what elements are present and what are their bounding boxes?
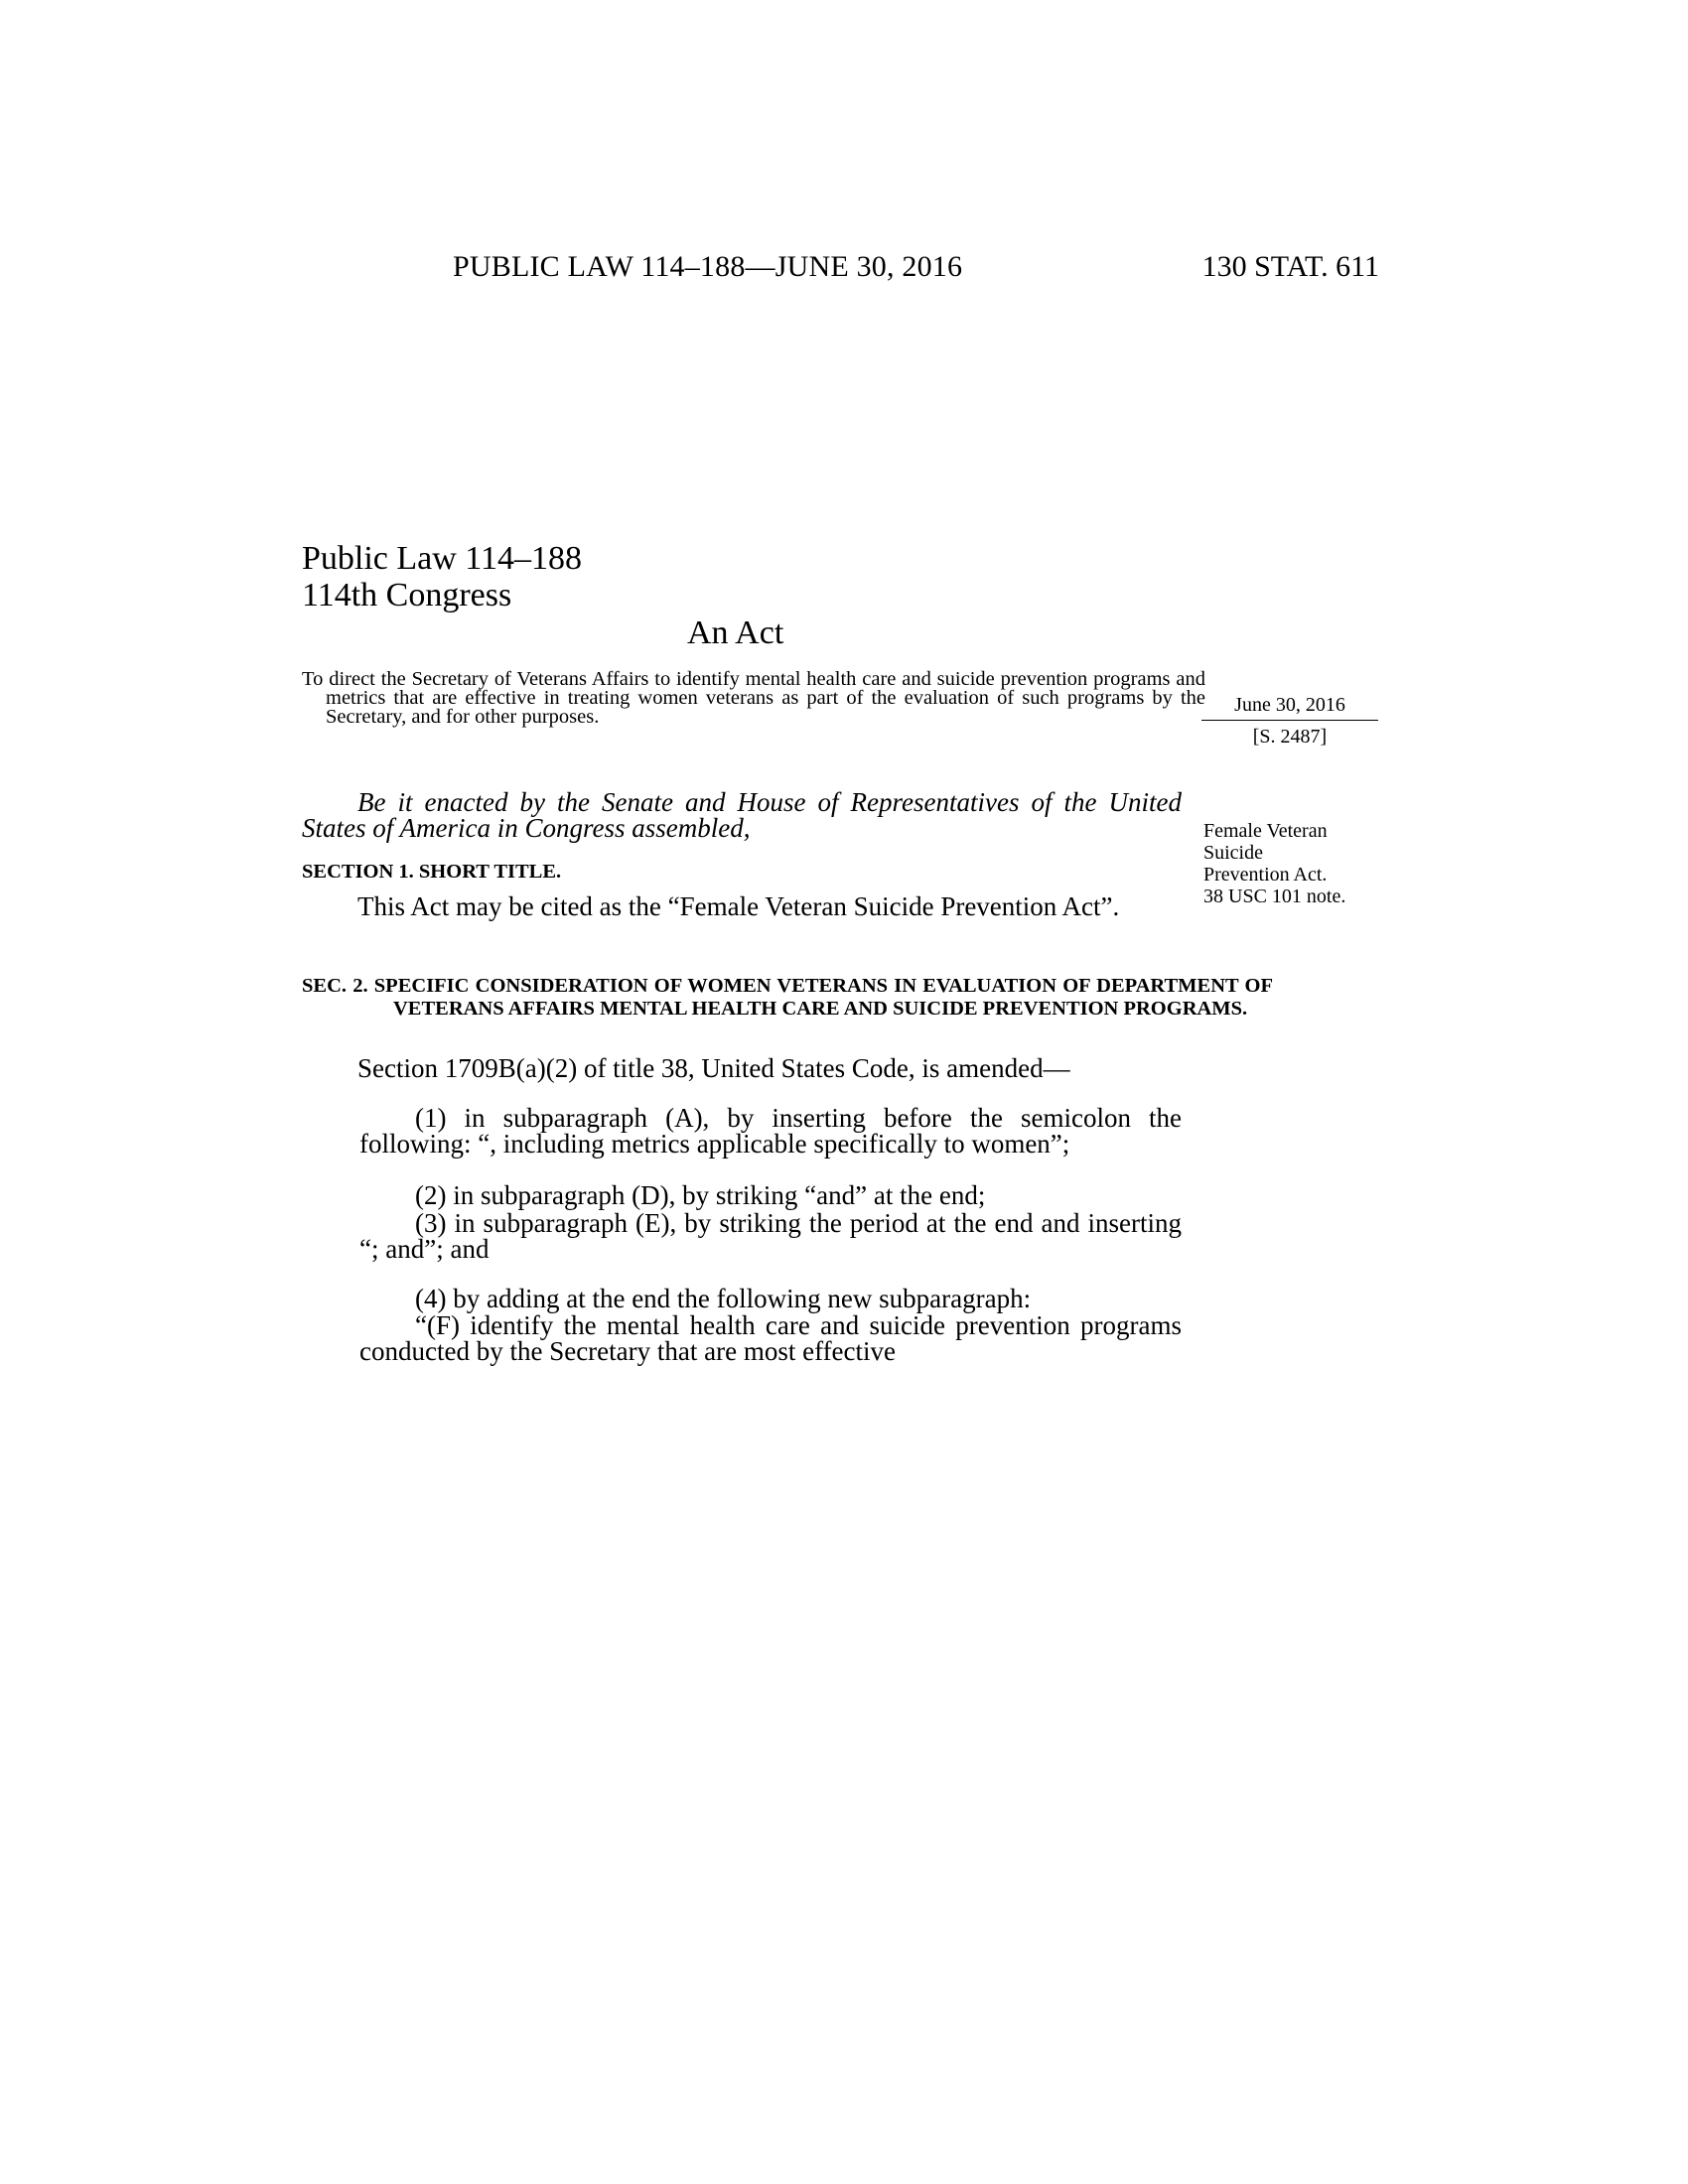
paragraph-4: (4) by adding at the end the following new subparagraph: — [415, 1284, 1032, 1313]
paragraph-1: (1) in subparagraph (A), by inserting before the semicolon the following: “, including metrics applicable specifically to women”; — [359, 1103, 1182, 1159]
section-2-intro: Section 1709B(a)(2) of title 38, United States Code, is amended— — [357, 1053, 1070, 1083]
running-head: PUBLIC LAW 114–188—JUNE 30, 2016 — [453, 250, 963, 283]
quoted-subparagraph-f: “(F) identify the mental health care and suicide prevention programs conducted by the Secretary that are most effective — [359, 1310, 1182, 1366]
section-1-heading: SECTION 1. SHORT TITLE. — [302, 861, 562, 883]
sidenote-line: Female Veteran — [1203, 820, 1328, 842]
section-1-text: This Act may be cited as the “Female Veteran Suicide Prevention Act”. — [357, 891, 1120, 921]
section-2-heading: SEC. 2. SPECIFIC CONSIDERATION OF WOMEN VETERANS IN EVALUATION OF DEPARTMENT OF VETERANS AFFAIRS MENTAL HEALTH CARE AND SUICIDE PREVENTION PROGRAMS. — [302, 975, 1273, 1020]
sidenote-line: Prevention Act. — [1203, 864, 1328, 886]
an-act-heading: An Act — [687, 614, 784, 651]
paragraph-3: (3) in subparagraph (E), by striking the period at the end and inserting “; and”; and — [359, 1208, 1182, 1264]
paragraph-2: (2) in subparagraph (D), by striking “and” at the end; — [415, 1180, 986, 1210]
sidenote-line: 38 USC 101 note. — [1203, 886, 1346, 907]
margin-date: June 30, 2016 — [1234, 694, 1345, 716]
sidenote-line: Suicide — [1203, 842, 1263, 864]
sidenote-short-title — [1203, 820, 1402, 907]
statute-citation: 130 STAT. 611 — [1201, 250, 1379, 283]
long-title: To direct the Secretary of Veterans Affairs to identify mental health care and suicide prevention programs and metrics that are effective in treating women veterans as part of the evaluation of such programs by the Secretary, and for other purposes. — [302, 668, 1205, 728]
law-number: Public Law 114–188 — [302, 540, 583, 577]
margin-divider — [1201, 720, 1378, 721]
enacting-clause: Be it enacted by the Senate and House of Representatives of the United States of America in Congress assembled, — [302, 787, 1182, 843]
congress: 114th Congress — [302, 577, 512, 614]
margin-bill-number: [S. 2487] — [1252, 726, 1328, 748]
